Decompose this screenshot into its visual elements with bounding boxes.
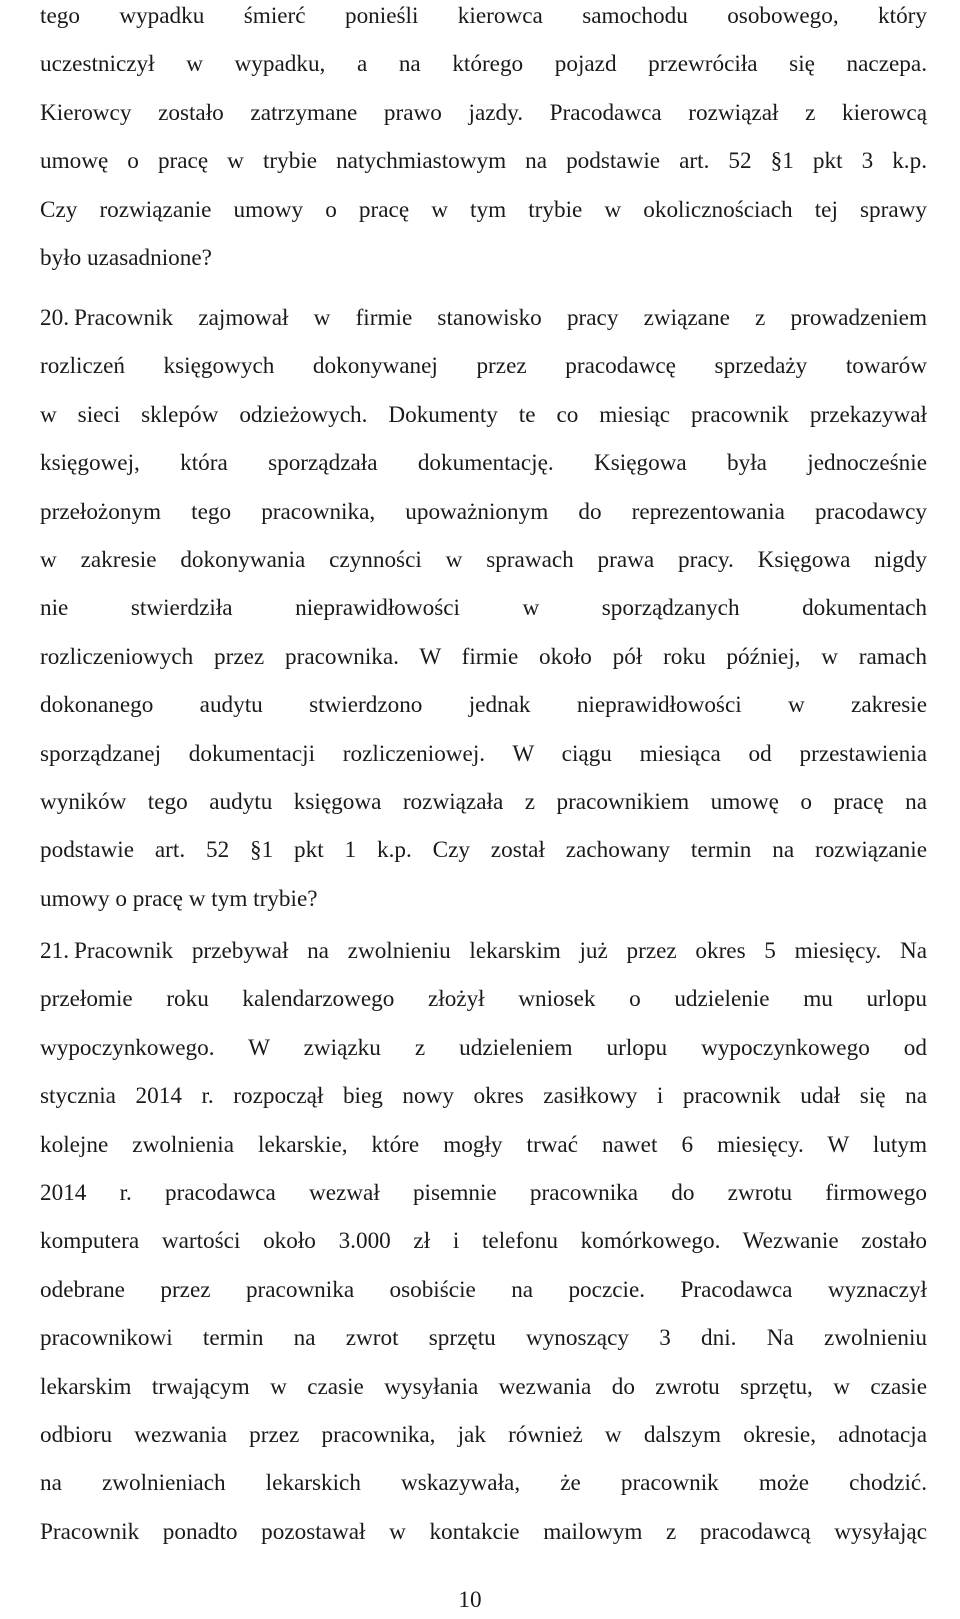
- text-line: wypoczynkowego. W związku z udzieleniem urlopu wypoczynkowego od: [40, 1034, 927, 1061]
- text-line: podstawie art. 52 §1 pkt 1 k.p. Czy został zachowany termin na rozwiązanie: [40, 837, 927, 864]
- question-first-line: [40, 935, 927, 983]
- text-line: tego wypadku śmierć ponieśli kierowca samochodu osobowego, który: [40, 3, 927, 29]
- text-line: nie stwierdziła nieprawidłowości w sporządzanych dokumentach: [40, 595, 927, 622]
- text-line: Pracownik przebywał na zwolnieniu lekarskim już przez okres 5 miesięcy. Na: [73, 938, 927, 964]
- text-line: Czy rozwiązanie umowy o pracę w tym trybie w okolicznościach tej sprawy: [40, 196, 927, 223]
- text-line: uczestniczył w wypadku, a na którego pojazd przewróciła się naczepa.: [40, 51, 927, 78]
- text-line: w sieci sklepów odzieżowych. Dokumenty te co miesiąc pracownik przekazywał: [40, 401, 927, 428]
- text-line: umowę o pracę w trybie natychmiastowym na podstawie art. 52 §1 pkt 3 k.p.: [40, 148, 927, 175]
- question-20: [40, 302, 927, 931]
- text-line: dokonanego audytu stwierdzono jednak nieprawidłowości w zakresie: [40, 692, 927, 719]
- text-line: Pracownik zajmował w firmie stanowisko pracy związane z prowadzeniem: [73, 305, 927, 331]
- text-line: pracownikowi termin na zwrot sprzętu wynoszący 3 dni. Na zwolnieniu: [40, 1325, 927, 1352]
- question-number: 20.: [40, 305, 69, 331]
- text-line: lekarskim trwającym w czasie wysyłania wezwania do zwrotu sprzętu, w czasie: [40, 1373, 927, 1400]
- text-line: odbioru wezwania przez pracownika, jak również w dalszym okresie, adnotacja: [40, 1421, 927, 1448]
- text-line: stycznia 2014 r. rozpoczął bieg nowy okres zasiłkowy i pracownik udał się na: [40, 1083, 927, 1110]
- text-line: komputera wartości około 3.000 zł i telefonu komórkowego. Wezwanie zostało: [40, 1228, 927, 1255]
- text-line: Kierowcy zostało zatrzymane prawo jazdy. Pracodawca rozwiązał z kierowcą: [40, 99, 927, 126]
- text-line: rozliczeń księgowych dokonywanej przez pracodawcę sprzedaży towarów: [40, 353, 927, 380]
- text-line: przełomie roku kalendarzowego złożył wniosek o udzielenie mu urlopu: [40, 986, 927, 1013]
- text-line: wyników tego audytu księgowa rozwiązała z pracownikiem umowę o pracę na: [40, 788, 927, 815]
- text-line: rozliczeniowych przez pracownika. W firmie około pół roku później, w ramach: [40, 643, 927, 670]
- text-line: Pracownik ponadto pozostawał w kontakcie mailowym z pracodawcą wysyłając: [40, 1518, 927, 1545]
- paragraph-continuation: [40, 0, 927, 290]
- text-line: było uzasadnione?: [40, 244, 212, 271]
- text-line: kolejne zwolnienia lekarskie, które mogły trwać nawet 6 miesięcy. W lutym: [40, 1131, 927, 1158]
- question-first-line: [40, 302, 927, 350]
- text-line: odebrane przez pracownika osobiście na poczcie. Pracodawca wyznaczył: [40, 1276, 927, 1303]
- text-line: umowy o pracę w tym trybie?: [40, 885, 318, 912]
- question-21: [40, 935, 927, 1564]
- page-number: 10: [458, 1587, 482, 1613]
- text-line: w zakresie dokonywania czynności w sprawach prawa pracy. Księgowa nigdy: [40, 546, 927, 573]
- text-line: 2014 r. pracodawca wezwał pisemnie pracownika do zwrotu firmowego: [40, 1179, 927, 1206]
- text-line: przełożonym tego pracownika, upoważnionym do reprezentowania pracodawcy: [40, 498, 927, 525]
- text-line: księgowej, która sporządzała dokumentację. Księgowa była jednocześnie: [40, 450, 927, 477]
- text-line: sporządzanej dokumentacji rozliczeniowej. W ciągu miesiąca od przestawienia: [40, 740, 927, 767]
- question-number: 21.: [40, 938, 69, 964]
- text-line: na zwolnieniach lekarskich wskazywała, że pracownik może chodzić.: [40, 1470, 927, 1497]
